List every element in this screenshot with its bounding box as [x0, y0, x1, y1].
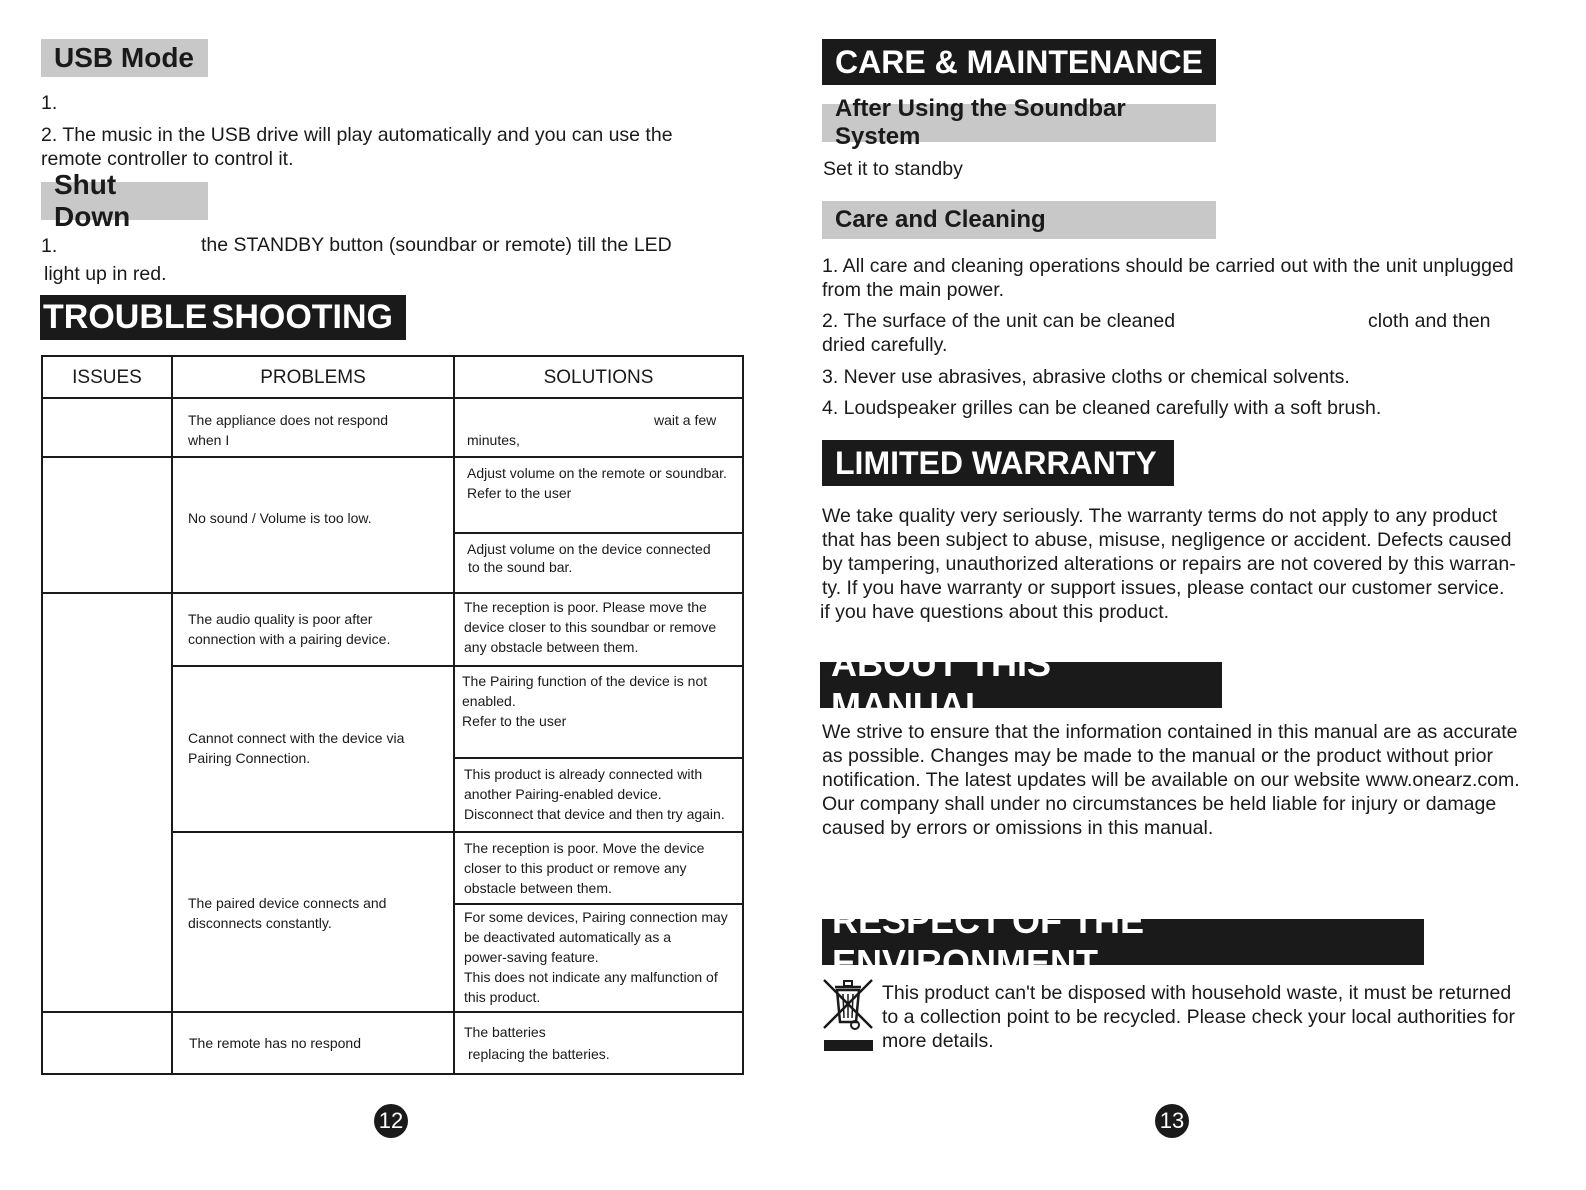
troubleshooting-heading-part-2: SHOOTING	[211, 298, 393, 336]
table-row-3-problem: The audio quality is poor after connection with a pairing device.	[188, 611, 391, 647]
cleaning-item-1-line-1: 1. All care and cleaning operations should be carried out with the unit unplugged	[822, 255, 1514, 277]
usb-item-2-line-2: remote controller to control it.	[41, 148, 294, 170]
column-header-problems: PROBLEMS	[260, 367, 366, 388]
care-maintenance-heading: CARE & MAINTENANCE	[822, 39, 1216, 85]
table-row-4-problem: Cannot connect with the device via Pairing Connection.	[188, 730, 405, 766]
table-row-2-solution-2: Adjust volume on the device connected to the sound bar.	[467, 541, 711, 575]
cleaning-item-3: 3. Never use abrasives, abrasive cloths or chemical solvents.	[822, 366, 1350, 388]
table-row-4-solution-2: This product is already connected with another Pairing-enabled device. Disconnect that device and then try again.	[464, 766, 725, 822]
warranty-paragraph: We take quality very seriously. The warranty terms do not apply to any product that has been subject to abuse, misuse, negligence or accident. Defects caused by tampering, unauthorized alterations or repairs are not covered by this warran- ty. If you have warranty or support issues, please contact our customer service. if you have questions about this product.	[820, 505, 1516, 623]
cleaning-item-2-b: cloth and then	[1368, 310, 1491, 332]
table-row-5-solution-1: The reception is poor. Move the device closer to this product or remove any obstacle between them.	[464, 840, 705, 896]
shut-down-item-1-text: the STANDBY button (soundbar or remote) till the LED	[201, 234, 672, 256]
cleaning-item-2-line-2: dried carefully.	[822, 334, 948, 356]
after-using-text: Set it to standby	[823, 158, 963, 180]
table-row-3-solution: The reception is poor. Please move the device closer to this soundbar or remove any obstacle between them.	[464, 599, 717, 655]
page-number-12: 12	[374, 1104, 408, 1138]
usb-item-2-line-1: 2. The music in the USB drive will play automatically and you can use the	[41, 124, 673, 146]
table-row-5-problem: The paired device connects and disconnects constantly.	[188, 895, 387, 931]
column-header-issues: ISSUES	[72, 367, 142, 388]
shut-down-item-1-line-2: light up in red.	[44, 263, 167, 285]
page-number-13: 13	[1155, 1104, 1189, 1138]
table-row-5-solution-2: For some devices, Pairing connection may be deactivated automatically as a power-saving feature. This does not indicate any malfunction of this product.	[464, 909, 728, 1005]
after-using-heading: After Using the Soundbar System	[822, 104, 1216, 142]
table-row-6-solution-b: replacing the batteries.	[468, 1046, 610, 1062]
table-row-1-problem: The appliance does not respond when I	[188, 412, 389, 448]
table-row-1-solution-b: minutes,	[467, 432, 520, 448]
cleaning-item-2-a: 2. The surface of the unit can be cleaned	[822, 310, 1176, 332]
cleaning-item-1-line-2: from the main power.	[822, 279, 1005, 301]
table-row-1-solution-a: wait a few	[654, 412, 717, 428]
troubleshooting-heading-part-1: TROUBLE	[43, 298, 208, 336]
troubleshooting-table	[41, 355, 744, 1075]
table-row-4-solution-1: The Pairing function of the device is not enabled. Refer to the user	[462, 673, 708, 729]
shut-down-heading: Shut Down	[41, 182, 208, 220]
usb-mode-heading: USB Mode	[41, 39, 208, 77]
crossed-out-wheelie-bin-icon	[821, 976, 876, 1054]
manual-paragraph: We strive to ensure that the information contained in this manual are as accurate as possible. Changes may be made to the manual or the product without prior notification. The latest updates will be available on our website www.onearz.com. Our company shall under no circumstances be held liable for injury or damage caused by errors or omissions in this manual.	[822, 721, 1520, 839]
shut-down-item-1-num: 1.	[41, 235, 58, 257]
environment-heading: RESPECT OF THE ENVIRONMENT	[822, 919, 1424, 965]
care-cleaning-heading: Care and Cleaning	[822, 201, 1216, 239]
troubleshooting-heading	[40, 295, 406, 340]
usb-item-1: 1.	[41, 92, 58, 114]
table-row-6-problem: The remote has no respond	[189, 1035, 361, 1051]
cleaning-item-4: 4. Loudspeaker grilles can be cleaned carefully with a soft brush.	[822, 397, 1382, 419]
table-row-2-problem: No sound / Volume is too low.	[188, 510, 372, 526]
about-manual-heading: ABOUT THIS MANUAL	[820, 662, 1222, 708]
environment-paragraph: This product can't be disposed with household waste, it must be returned to a collection point to be recycled. Please check your local authorities for more details.	[882, 982, 1516, 1052]
limited-warranty-heading: LIMITED WARRANTY	[822, 440, 1174, 486]
table-row-6-solution-a: The batteries	[464, 1024, 546, 1040]
column-header-solutions: SOLUTIONS	[543, 367, 654, 388]
table-row-2-solution-1: Adjust volume on the remote or soundbar. Refer to the user	[467, 465, 727, 501]
